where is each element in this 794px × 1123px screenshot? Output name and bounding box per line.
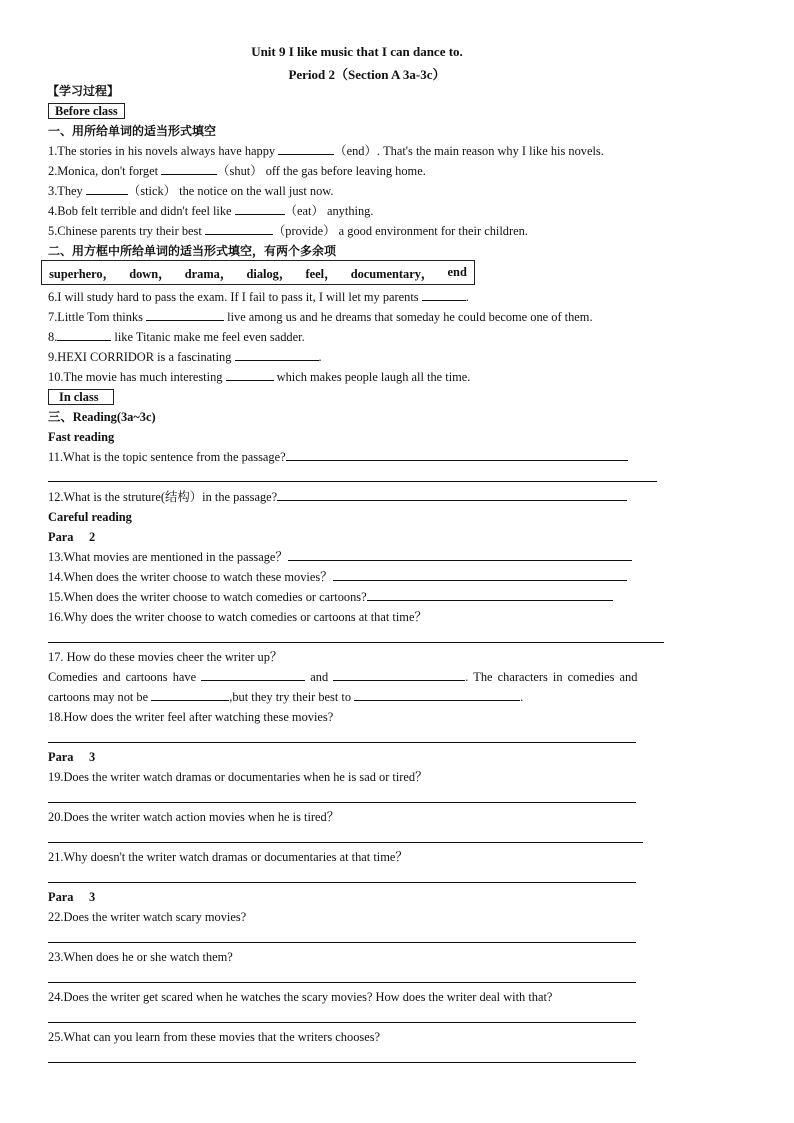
question-17-line-1	[48, 669, 637, 685]
question-text: 16.Why does the writer choose to watch comedies or cartoons at that time？	[48, 610, 427, 624]
answer-blank[interactable]	[286, 449, 628, 461]
question-text: 13.What movies are mentioned in the passage？	[48, 550, 288, 564]
question-text: Comedies and cartoons have	[48, 670, 202, 684]
question-text: 11.What is the topic sentence from the passage?	[48, 450, 286, 464]
answer-blank[interactable]	[226, 369, 274, 381]
question-text: （provide） a good environment for their children.	[272, 224, 528, 238]
question-text: 1.The stories in his novels always have happy	[48, 144, 279, 158]
answer-blank[interactable]	[333, 669, 465, 681]
answer-blank[interactable]	[278, 143, 334, 155]
question-text: 25.What can you learn from these movies that the writers chooses?	[48, 1030, 381, 1044]
question-text: . The characters in comedies and	[465, 670, 638, 684]
word-box	[41, 260, 475, 285]
question-text: 3.They	[48, 184, 86, 198]
question-text: 14.When does the writer choose to watch these movies？	[48, 570, 333, 584]
question-text: 6.I will study hard to pass the exam. If I fail to pass it, I will let my parents	[48, 290, 422, 304]
question-12	[48, 489, 627, 505]
answer-line[interactable]	[48, 742, 636, 743]
question-text: and	[305, 670, 334, 684]
question-text: 21.Why doesn't the writer watch dramas or documentaries at that time？	[48, 850, 408, 864]
question-text: 5.Chinese parents try their best	[48, 224, 205, 238]
question-11	[48, 449, 628, 465]
question-19	[48, 769, 428, 785]
question-text: live among us and he dreams that someday he could become one of them.	[224, 310, 593, 324]
careful-reading-heading: Careful reading	[48, 510, 132, 524]
question-17-line-2	[48, 689, 523, 705]
answer-line[interactable]	[48, 882, 636, 883]
part3-heading: 三、Reading(3a~3c)	[48, 410, 156, 424]
word-box-item: feel，	[305, 266, 337, 281]
para-3-heading: Para 3	[48, 750, 96, 764]
word-box-item: documentary，	[350, 266, 434, 281]
question-text: ,but they try their best to	[229, 690, 355, 704]
para-3-heading-2: Para 3	[48, 890, 96, 904]
question-text: 19.Does the writer watch dramas or documentaries when he is sad or tired？	[48, 770, 428, 784]
question-text: （shut） off the gas before leaving home.	[217, 164, 426, 178]
question-text: 2.Monica, don't forget	[48, 164, 162, 178]
question-text: 8.	[48, 330, 58, 344]
process-label: 【学习过程】	[47, 84, 120, 98]
question-20	[48, 809, 339, 825]
question-text: 17. How do these movies cheer the writer up？	[48, 650, 283, 664]
question-text: which makes people laugh all the time.	[273, 370, 471, 384]
question-4	[48, 203, 373, 219]
answer-line[interactable]	[48, 942, 636, 943]
question-15	[48, 589, 613, 605]
question-8	[48, 329, 305, 345]
page-title: Unit 9 I like music that I can dance to.	[251, 44, 463, 59]
question-16	[48, 609, 427, 625]
answer-blank[interactable]	[201, 669, 305, 681]
question-6	[48, 289, 469, 305]
answer-blank[interactable]	[161, 163, 217, 175]
question-9	[48, 349, 322, 365]
word-box-item: dialog，	[246, 266, 292, 281]
question-21	[48, 849, 408, 865]
answer-blank[interactable]	[354, 689, 520, 701]
answer-blank[interactable]	[422, 289, 466, 301]
answer-line[interactable]	[48, 481, 657, 482]
part1-heading: 一、用所给单词的适当形式填空	[48, 124, 217, 138]
question-text: 15.When does the writer choose to watch comedies or cartoons?	[48, 590, 367, 604]
question-text: 7.Little Tom thinks	[48, 310, 147, 324]
question-text: 20.Does the writer watch action movies when he is tired？	[48, 810, 340, 824]
question-25	[48, 1029, 380, 1045]
in-class-row	[48, 389, 114, 405]
answer-blank[interactable]	[205, 223, 273, 235]
question-text: （end）. That's the main reason why I like his novels.	[334, 144, 604, 158]
question-text: 18.How does the writer feel after watching these movies?	[48, 710, 334, 724]
part2-heading: 二、用方框中所给单词的适当形式填空，有两个多余项	[48, 244, 337, 258]
question-text: like Titanic make me feel even sadder.	[111, 330, 305, 344]
answer-line[interactable]	[48, 842, 643, 843]
answer-line[interactable]	[48, 802, 636, 803]
question-1	[48, 143, 604, 159]
answer-blank[interactable]	[86, 183, 128, 195]
answer-blank[interactable]	[235, 203, 285, 215]
question-text: （eat） anything.	[284, 204, 374, 218]
question-text: 12.What is the struture(结构）in the passage?	[48, 490, 278, 504]
question-text: 4.Bob felt terrible and didn't feel like	[48, 204, 235, 218]
question-22	[48, 909, 246, 925]
question-23	[48, 949, 233, 965]
question-text: 9.HEXI CORRIDOR is a fascinating	[48, 350, 235, 364]
question-7	[48, 309, 593, 325]
answer-blank[interactable]	[333, 569, 627, 581]
question-text: .	[318, 350, 322, 364]
question-2	[48, 163, 426, 179]
question-text: 22.Does the writer watch scary movies?	[48, 910, 247, 924]
question-18	[48, 709, 333, 725]
question-17	[48, 649, 282, 665]
answer-line[interactable]	[48, 642, 664, 643]
word-box-item: down，	[129, 266, 171, 281]
word-box-item: superhero，	[49, 266, 115, 281]
question-10	[48, 369, 470, 385]
answer-blank[interactable]	[367, 589, 613, 601]
question-3	[48, 183, 334, 199]
answer-blank[interactable]	[57, 329, 111, 341]
para-2-heading: Para 2	[48, 530, 96, 544]
answer-blank[interactable]	[288, 549, 632, 561]
answer-line[interactable]	[48, 1022, 636, 1023]
page-subtitle: Period 2（Section A 3a-3c）	[288, 67, 446, 82]
fast-reading-heading: Fast reading	[48, 430, 115, 444]
before-class-tag: Before class	[48, 103, 125, 119]
before-class-row	[48, 103, 125, 119]
question-24	[48, 989, 552, 1005]
question-text: 10.The movie has much interesting	[48, 370, 226, 384]
answer-blank[interactable]	[146, 309, 224, 321]
answer-blank[interactable]	[235, 349, 319, 361]
answer-line[interactable]	[48, 1062, 636, 1063]
question-text: 23.When does he or she watch them?	[48, 950, 233, 964]
question-13	[48, 549, 632, 565]
in-class-tag: In class	[48, 389, 114, 405]
answer-blank[interactable]	[151, 689, 229, 701]
answer-line[interactable]	[48, 982, 636, 983]
question-text: .	[520, 690, 524, 704]
question-text: 24.Does the writer get scared when he watches the scary movies? How does the writer deal with that?	[48, 990, 553, 1004]
question-14	[48, 569, 627, 585]
question-text: .	[465, 290, 469, 304]
question-5	[48, 223, 528, 239]
question-text: cartoons may not be	[48, 690, 152, 704]
word-box-item: drama，	[184, 266, 233, 281]
answer-blank[interactable]	[277, 489, 627, 501]
word-box-item: end	[447, 265, 467, 279]
question-text: （stick） the notice on the wall just now.	[127, 184, 334, 198]
